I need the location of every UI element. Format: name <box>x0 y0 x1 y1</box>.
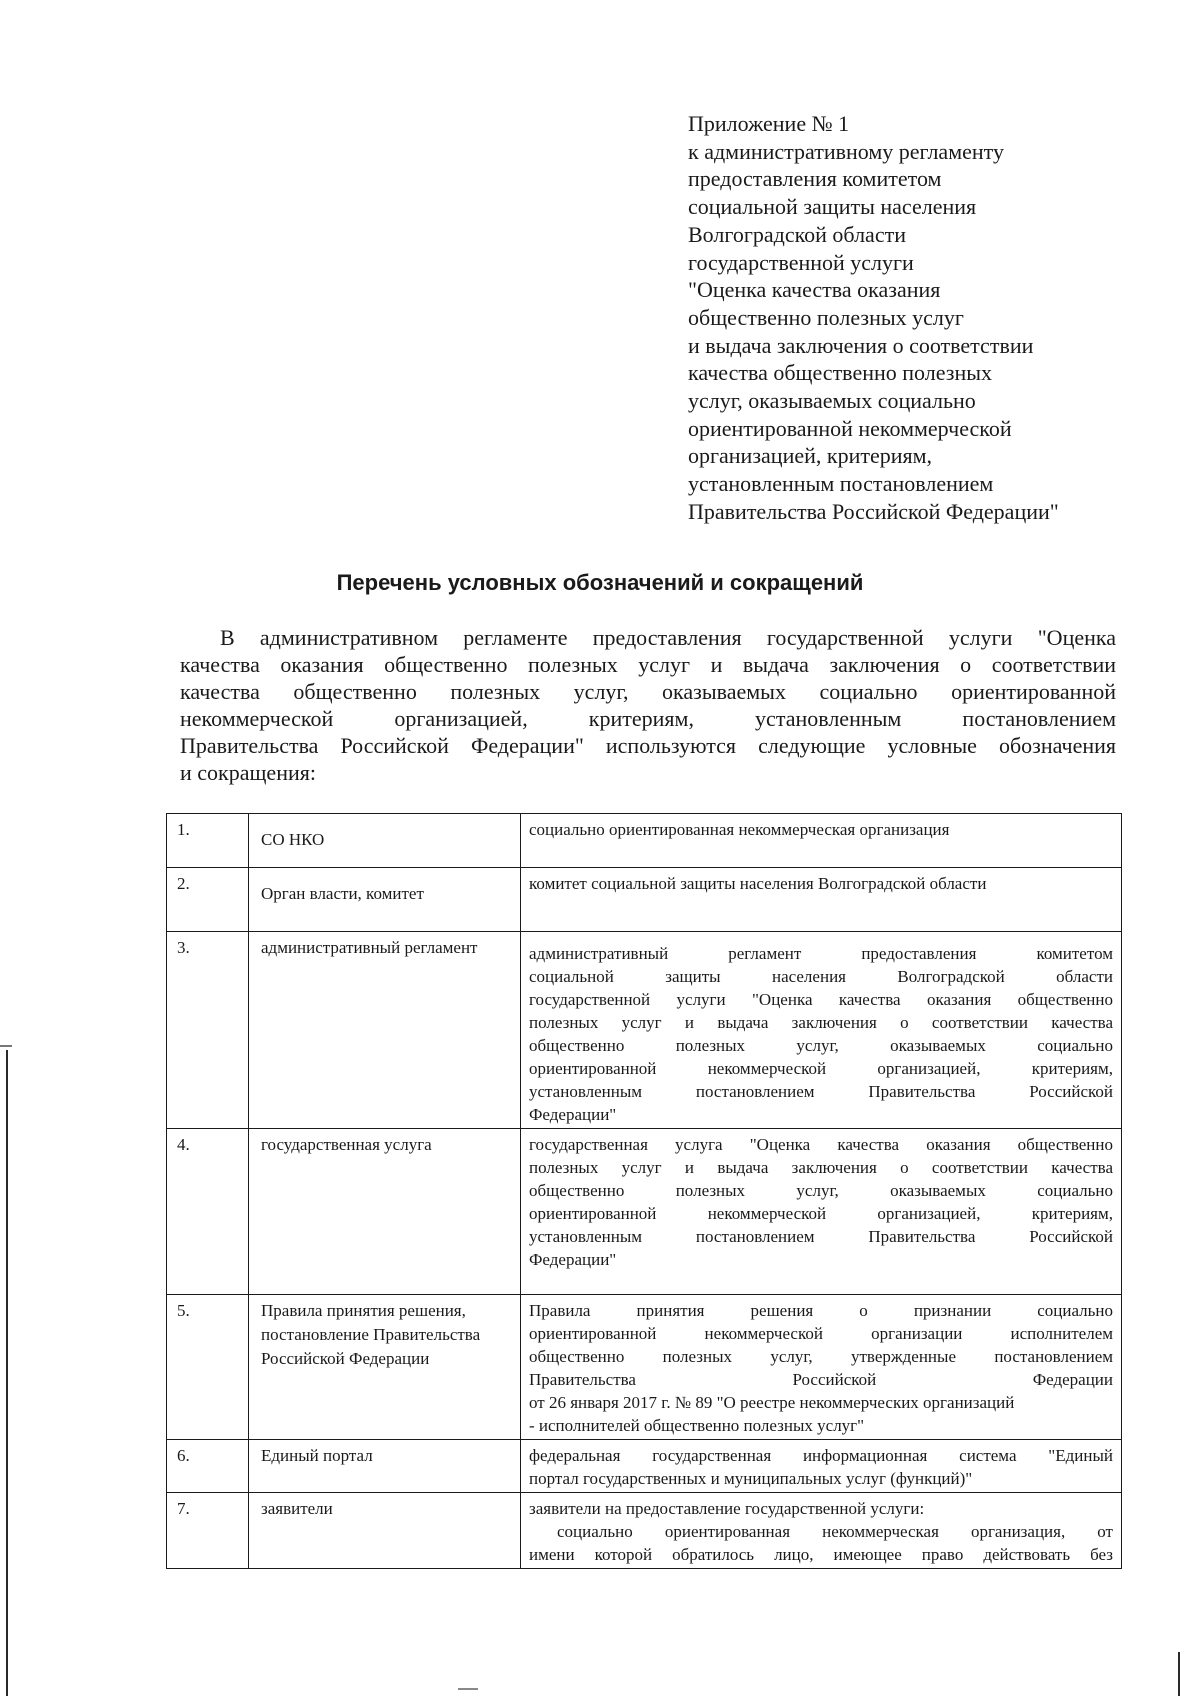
scan-artifact <box>6 1050 8 1696</box>
definition-line: портал государственных и муниципальных услуг (функций)" <box>529 1469 973 1488</box>
appendix-line: Волгоградской области <box>688 221 906 247</box>
definition-line: Правительства Российской Федерации <box>529 1370 1113 1389</box>
appendix-header <box>688 110 1148 526</box>
definition-line: Правила принятия решения о признании социально <box>529 1301 1113 1320</box>
abbreviations-table-wrap <box>166 813 1121 1569</box>
definition-line: ориентированной некоммерческой организации исполнителем <box>529 1324 1113 1343</box>
appendix-line: Приложение № 1 <box>688 111 850 136</box>
table-row <box>167 1129 1122 1295</box>
appendix-line: ориентированной некоммерческой <box>688 415 1012 441</box>
row-definition <box>521 1440 1122 1493</box>
scan-artifact <box>458 1688 478 1690</box>
intro-line: качества общественно полезных услуг, оказываемых социально ориентированной <box>180 679 1116 704</box>
row-abbreviation <box>249 932 521 1129</box>
definition-line: комитет социальной защиты населения Волгоградской области <box>529 874 987 893</box>
intro-paragraph <box>180 624 1116 786</box>
row-abbreviation <box>249 814 521 868</box>
definition-line: установленным постановлением Правительства Российской <box>529 1227 1113 1246</box>
row-definition <box>521 1295 1122 1440</box>
row-number: 6. <box>167 1440 249 1493</box>
intro-line: В административном регламенте предоставления государственной услуги "Оценка <box>220 625 1116 650</box>
definition-line: общественно полезных услуг, оказываемых социально <box>529 1036 1113 1055</box>
abbreviation-text: Правила принятия решения, постановление Правительства Российской Федерации <box>261 1301 481 1368</box>
appendix-line: услуг, оказываемых социально <box>688 388 976 414</box>
definition-line: социально ориентированная некоммерческая организация <box>529 820 950 839</box>
row-abbreviation <box>249 1295 521 1440</box>
row-definition <box>521 1493 1122 1569</box>
definition-line: Федерации" <box>529 1105 617 1124</box>
abbreviation-text: Орган власти, комитет <box>261 884 424 903</box>
appendix-line: к административному регламенту <box>688 138 1004 164</box>
row-definition <box>521 868 1122 932</box>
row-definition <box>521 1129 1122 1295</box>
table-row <box>167 1493 1122 1569</box>
definition-line: - исполнителей общественно полезных услуг" <box>529 1416 865 1435</box>
appendix-line: установленным постановлением <box>688 471 994 497</box>
definition-line: ориентированной некоммерческой организацией, критериям, <box>529 1204 1113 1223</box>
appendix-line: качества общественно полезных <box>688 360 992 386</box>
appendix-line: "Оценка качества оказания <box>688 277 941 303</box>
row-definition <box>521 932 1122 1129</box>
appendix-line: и выдача заключения о соответствии <box>688 332 1034 358</box>
abbreviation-text: заявители <box>261 1499 333 1518</box>
definition-line: федеральная государственная информационная система "Единый <box>529 1446 1113 1465</box>
abbreviation-text: государственная услуга <box>261 1135 432 1154</box>
row-definition <box>521 814 1122 868</box>
appendix-line: организацией, критериям, <box>688 443 933 469</box>
row-abbreviation <box>249 1440 521 1493</box>
table-row <box>167 814 1122 868</box>
definition-line: Федерации" <box>529 1250 617 1269</box>
intro-line: некоммерческой организацией, критериям, установленным постановлением <box>180 706 1116 731</box>
row-number: 7. <box>167 1493 249 1569</box>
intro-line: и сокращения: <box>180 760 316 785</box>
scan-artifact <box>0 1045 12 1047</box>
row-number: 4. <box>167 1129 249 1295</box>
definition-line: общественно полезных услуг, утвержденные постановлением <box>529 1347 1113 1366</box>
row-abbreviation <box>249 1493 521 1569</box>
definition-line: государственная услуга "Оценка качества оказания общественно <box>529 1135 1113 1154</box>
row-abbreviation <box>249 1129 521 1295</box>
appendix-line: общественно полезных услуг <box>688 304 964 330</box>
appendix-line: предоставления комитетом <box>688 166 942 192</box>
abbreviations-table <box>166 813 1122 1569</box>
appendix-line: Правительства Российской Федерации" <box>688 498 1059 524</box>
definition-line: социально ориентированная некоммерческая организация, от <box>557 1522 1113 1541</box>
definition-line: общественно полезных услуг, оказываемых социально <box>529 1181 1113 1200</box>
definition-line: заявители на предоставление государственной услуги: <box>529 1499 925 1518</box>
definition-line: государственной услуги "Оценка качества оказания общественно <box>529 990 1113 1009</box>
definition-line: ориентированной некоммерческой организацией, критериям, <box>529 1059 1113 1078</box>
definition-line: полезных услуг и выдача заключения о соответствии качества <box>529 1013 1113 1032</box>
table-row <box>167 1440 1122 1493</box>
definition-line: социальной защиты населения Волгоградской области <box>529 967 1113 986</box>
row-abbreviation <box>249 868 521 932</box>
intro-line: качества оказания общественно полезных услуг и выдача заключения о соответствии <box>180 652 1116 677</box>
abbreviation-text: Единый портал <box>261 1446 373 1465</box>
appendix-line: государственной услуги <box>688 249 914 275</box>
table-row <box>167 1295 1122 1440</box>
row-number: 2. <box>167 868 249 932</box>
page-title: Перечень условных обозначений и сокращений <box>336 570 864 595</box>
definition-line: имени которой обратилось лицо, имеющее право действовать без <box>529 1545 1113 1564</box>
row-number: 5. <box>167 1295 249 1440</box>
definition-line: административный регламент предоставления комитетом <box>529 944 1113 963</box>
row-number: 1. <box>167 814 249 868</box>
appendix-line: социальной защиты населения <box>688 194 977 220</box>
scan-artifact <box>1178 1652 1180 1696</box>
intro-line: Правительства Российской Федерации" используются следующие условные обозначения <box>180 733 1116 758</box>
abbreviation-text: административный регламент <box>261 938 478 957</box>
table-row <box>167 932 1122 1129</box>
row-number: 3. <box>167 932 249 1129</box>
definition-line: установленным постановлением Правительства Российской <box>529 1082 1113 1101</box>
definition-line: от 26 января 2017 г. № 89 "О реестре некоммерческих организаций <box>529 1393 1015 1412</box>
table-row <box>167 868 1122 932</box>
abbreviation-text: СО НКО <box>261 830 325 849</box>
definition-line: полезных услуг и выдача заключения о соответствии качества <box>529 1158 1113 1177</box>
